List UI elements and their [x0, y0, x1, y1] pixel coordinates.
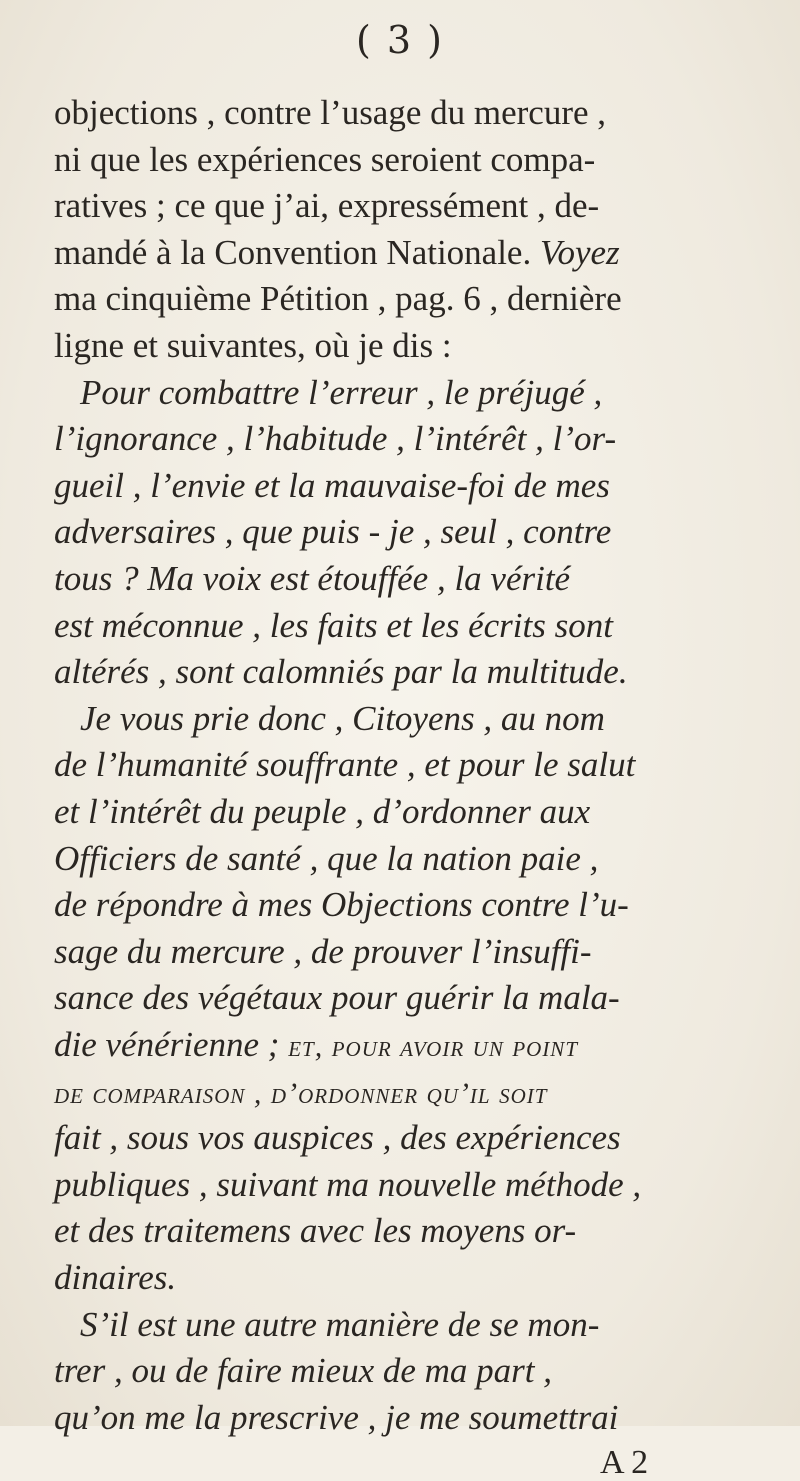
- text-line-21-italic: die vénérienne ;: [54, 1025, 289, 1064]
- text-line-9: gueil , l’envie et la mauvaise-foi de mes: [54, 465, 610, 505]
- text-line-16: et l’intérêt du peuple , d’ordonner aux: [54, 792, 591, 831]
- text-line-11: tous ? Ma voix est étouffée , la vérité: [54, 559, 571, 598]
- text-line-4: [54, 232, 620, 272]
- text-line-4-roman: mandé à la Convention Nationale.: [54, 232, 540, 272]
- text-line-25: et des traitemens avec les moyens or-: [54, 1211, 577, 1251]
- text-line-8: l’ignorance , l’habitude , l’intérêt , l’or-: [54, 419, 617, 459]
- text-line-19: sage du mercure , de prouver l’insuffi-: [54, 931, 592, 971]
- small-caps-phrase: et, pour avoir un point: [288, 1030, 578, 1063]
- text-line-24: publiques , suivant ma nouvelle méthode ,: [54, 1164, 642, 1204]
- text-line-22: [54, 1074, 547, 1109]
- text-line-27: S’il est une autre manière de se mon-: [80, 1304, 600, 1344]
- text-line-20: sance des végétaux pour guérir la mala-: [54, 978, 620, 1018]
- text-line-18: de répondre à mes Objections contre l’u-: [54, 885, 629, 925]
- text-line-22-text: de comparaison , d’ordonner qu’il soit: [54, 1076, 548, 1110]
- page-number: ( 3 ): [356, 18, 444, 62]
- text-line-23: fait , sous vos auspices , des expériences: [54, 1118, 621, 1158]
- text-line-12: est méconnue , les faits et les écrits sont: [54, 605, 613, 645]
- text-line-7: Pour combattre l’erreur , le préjugé ,: [80, 372, 603, 412]
- text-line-5: ma cinquième Pétition , pag. 6 , dernière: [54, 279, 622, 319]
- text-line-14: Je vous prie donc , Citoyens , au nom: [80, 698, 605, 738]
- text-line-17: Officiers de santé , que la nation paie ,: [54, 838, 599, 878]
- text-line-26: dinaires.: [54, 1258, 177, 1297]
- text-line-29: qu’on me la prescrive , je me soumettrai: [54, 1397, 619, 1437]
- voyez-word: Voyez: [539, 232, 620, 272]
- text-line-1: objections , contre l’usage du mercure ,: [54, 93, 607, 132]
- text-line-28: trer , ou de faire mieux de ma part ,: [54, 1351, 553, 1391]
- text-line-10: adversaires , que puis - je , seul , contre: [54, 512, 612, 552]
- text-line-3: ratives ; ce que j’ai, expressément , de-: [54, 186, 600, 226]
- text-line-15: de l’humanité souffrante , et pour le salut: [54, 745, 636, 785]
- text-line-21: [54, 1027, 578, 1062]
- text-line-2: ni que les expériences seroient compa-: [54, 139, 596, 179]
- text-line-6: ligne et suivantes, où je dis :: [54, 326, 452, 365]
- text-line-13: altérés , sont calomniés par la multitude.: [54, 652, 628, 692]
- catchword: A 2: [600, 1444, 649, 1481]
